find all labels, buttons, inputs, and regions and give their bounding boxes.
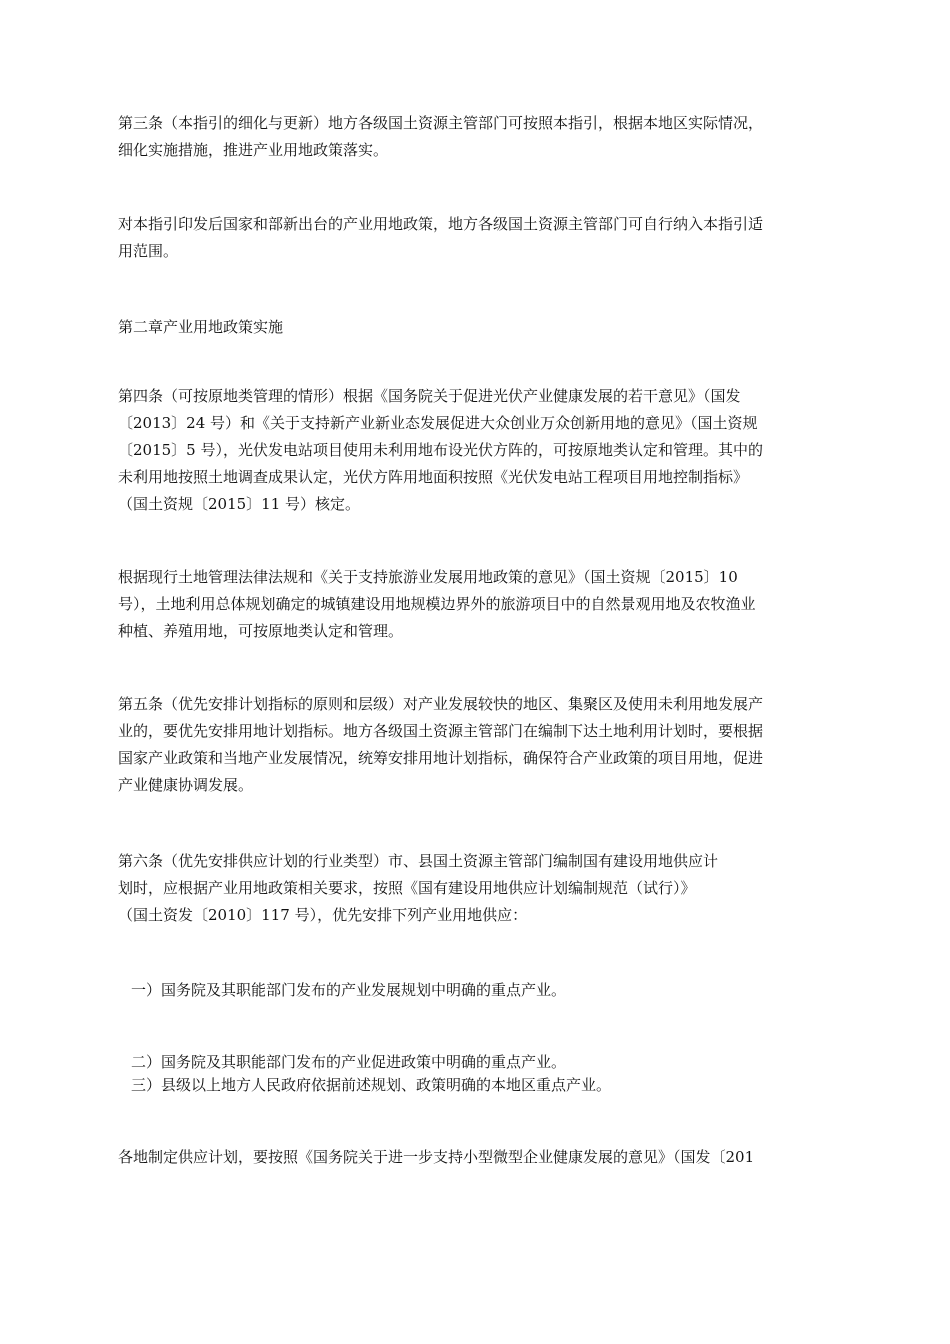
article-4-line-1: 第四条（可按原地类管理的情形）根据《国务院关于促进光伏产业健康发展的若干意见》（国发 (118, 387, 741, 405)
article-3-para-2-line-2: 用范围。 (118, 242, 179, 260)
article-5-line-4: 产业健康协调发展。 (118, 776, 254, 794)
list-item-2: 二）国务院及其职能部门发布的产业促进政策中明确的重点产业。 (131, 1053, 567, 1071)
article-4-para-2-line-2: 号），土地利用总体规划确定的城镇建设用地规模边界外的旅游项目中的自然景观用地及农牧渔业 (118, 595, 756, 613)
article-4-para-2-line-1: 根据现行土地管理法律法规和《关于支持旅游业发展用地政策的意见》（国土资规〔2015〕10 (118, 568, 738, 586)
article-4-line-2: 〔2013〕24 号）和《关于支持新产业新业态发展促进大众创业万众创新用地的意见》（国土资规 (118, 414, 758, 432)
article-4-para-2-line-3: 种植、养殖用地，可按原地类认定和管理。 (118, 622, 404, 640)
article-6-line-3: （国土资发〔2010〕117 号），优先安排下列产业用地供应： (118, 906, 528, 924)
article-3-para-2-line-1: 对本指引印发后国家和部新出台的产业用地政策，地方各级国土资源主管部门可自行纳入本指引适 (118, 215, 764, 233)
article-5-line-2: 业的，要优先安排用地计划指标。地方各级国土资源主管部门在编制下达土地利用计划时，要根据 (118, 722, 764, 740)
article-4-line-3: 〔2015〕5 号），光伏发电站项目使用未利用地布设光伏方阵的，可按原地类认定和管理。其中的 (118, 441, 763, 459)
list-item-3: 三）县级以上地方人民政府依据前述规划、政策明确的本地区重点产业。 (131, 1076, 612, 1094)
list-item-1: 一）国务院及其职能部门发布的产业发展规划中明确的重点产业。 (131, 981, 567, 999)
article-5-line-1: 第五条（优先安排计划指标的原则和层级）对产业发展较快的地区、集聚区及使用未利用地发展产 (118, 695, 764, 713)
article-3-line-1: 第三条（本指引的细化与更新）地方各级国土资源主管部门可按照本指引，根据本地区实际情况， (118, 114, 764, 132)
chapter-2-heading: 第二章产业用地政策实施 (118, 318, 284, 336)
article-4-line-5: （国土资规〔2015〕11 号）核定。 (118, 495, 361, 513)
article-6-line-1: 第六条（优先安排供应计划的行业类型）市、县国土资源主管部门编制国有建设用地供应计 (118, 852, 719, 870)
article-4-line-4: 未利用地按照土地调查成果认定，光伏方阵用地面积按照《光伏发电站工程项目用地控制指标》 (118, 468, 749, 486)
article-5-line-3: 国家产业政策和当地产业发展情况，统筹安排用地计划指标，确保符合产业政策的项目用地，促进 (118, 749, 764, 767)
article-6-line-2: 划时，应根据产业用地政策相关要求，按照《国有建设用地供应计划编制规范（试行）》 (118, 879, 696, 897)
article-3-line-2: 细化实施措施，推进产业用地政策落实。 (118, 141, 389, 159)
supply-plan-line-1: 各地制定供应计划，要按照《国务院关于进一步支持小型微型企业健康发展的意见》（国发〔201 (118, 1148, 755, 1166)
